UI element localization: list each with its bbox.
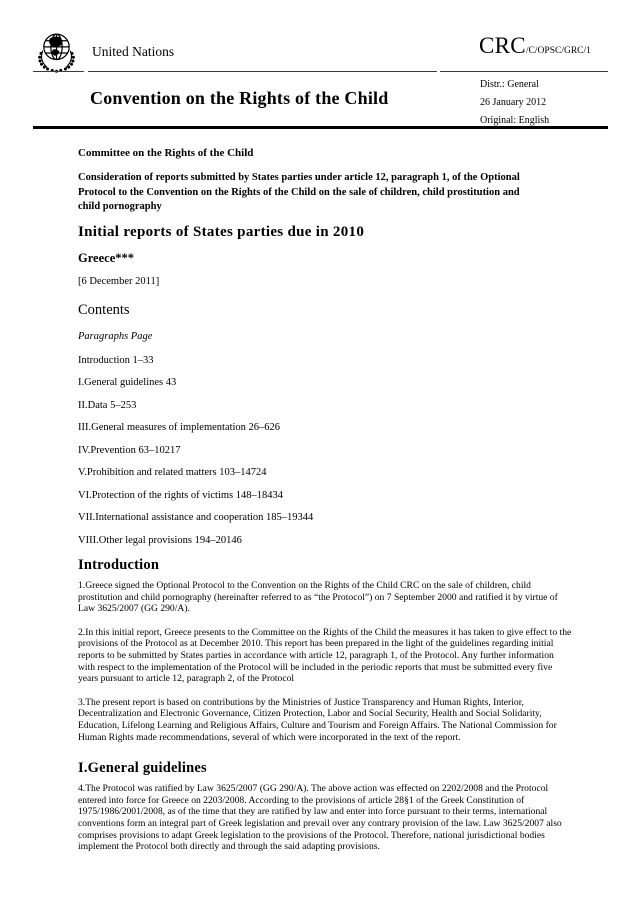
toc-entry: VI.Protection of the rights of victims 148–18434: [78, 489, 284, 501]
org-name: United Nations: [92, 44, 175, 59]
toc-entry: VII.International assistance and cooperation 185–19344: [78, 512, 314, 523]
committee-heading: Committee on the Rights of the Child: [78, 147, 254, 159]
introduction-heading: Introduction: [78, 557, 160, 573]
doc-symbol: [479, 33, 591, 59]
report-title: Initial reports of States parties due in 2010: [78, 223, 365, 240]
consideration-paragraph: Consideration of reports submitted by States parties under article 12, paragraph 1, of the Optional Protocol to the Convention on the Rights of the Child on the sale of children, child prostitution and child pornography: [78, 172, 520, 212]
toc-entry: III.General measures of implementation 26–626: [78, 422, 281, 433]
paragraph-3: 3.The present report is based on contributions by the Ministries of Justice Transparency and Human Rights, Interior, Decentralization and Electronic Governance, Citizen Protection, Labor and Social Security, Health and Social Solidarity, Education, Lifelong Learning and Religious Affairs, Culture and Tourism and Foreign Affairs. The National Commission for Human Rights made recommendations, several of which were incorporated in the text of the report.: [78, 696, 557, 743]
toc-entry: I.General guidelines 43: [78, 377, 177, 388]
document-body: [78, 147, 572, 865]
toc-entry: V.Prohibition and related matters 103–14724: [78, 467, 267, 478]
header-divider-thick: [33, 126, 608, 129]
toc-entry: IV.Prevention 63–10217: [78, 444, 181, 456]
date-line: 26 January 2012: [480, 97, 547, 108]
section-1-heading: I.General guidelines: [78, 760, 207, 777]
header-divider-thin: [88, 71, 437, 72]
toc-entry: Introduction 1–33: [78, 354, 154, 366]
paragraph-4: 4.The Protocol was ratified by Law 3625/2007 (GG 290/A). The above action was effected on 2202/2008 and the Protocol entered into force for Greece on 2203/2008. According to the provisions of article 28§1 of the Greek Constitution of 1975/1986/2001/2008, as of the time that they are ratified by law and enter into force pursuant to their terms, international conventions form an integral part of Greek legislation and prevail over any contrary provision of the law. Law 3625/2007 also comprises provisions to adapt Greek legislation to the provisions of the Protocol. Therefore, national jurisdictional bodies implement the Protocol both directly and through the said adapting provisions.: [78, 783, 562, 853]
header-divider-thin: [440, 71, 608, 72]
header-divider-thin: [33, 71, 84, 72]
country-heading: Greece***: [78, 250, 134, 265]
toc-entry: II.Data 5–253: [78, 399, 137, 411]
paragraph-2: 2.In this initial report, Greece presents to the Committee on the Rights of the Child the measures it has taken to give effect to the provisions of the Protocol as at December 2010. This report has been prepared in the light of the guidelines regarding initial reports to be submitted by States parties in accordance with article 12, paragraph 1, of the Protocol. Any further information with respect to the implementation of the Protocol will be included in the periodic reports that must be submitted every five years pursuant to article 12, paragraph 2, of the Protocol: [78, 626, 572, 685]
contents-column-labels: Paragraphs Page: [78, 330, 153, 342]
submission-date: [6 December 2011]: [78, 275, 160, 287]
toc-list: [78, 354, 572, 547]
distr-line: Distr.: General: [480, 79, 539, 90]
doc-symbol-main: CRC: [479, 33, 526, 58]
toc-entry: VIII.Other legal provisions 194–20146: [78, 534, 242, 546]
un-emblem-icon: [33, 29, 80, 76]
document-title: Convention on the Rights of the Child: [90, 88, 389, 108]
language-line: Original: English: [480, 115, 550, 126]
contents-heading: Contents: [78, 301, 130, 318]
doc-symbol-suffix: /C/OPSC/GRC/1: [525, 46, 591, 56]
paragraph-1: 1.Greece signed the Optional Protocol to the Convention on the Rights of the Child CRC on the sale of children, child prostitution and child pornography (hereinafter referred to as “the Protocol”) on 7 September 2000 and ratified it by virtue of Law 3625/2007 (GG 290/A).: [78, 580, 558, 615]
